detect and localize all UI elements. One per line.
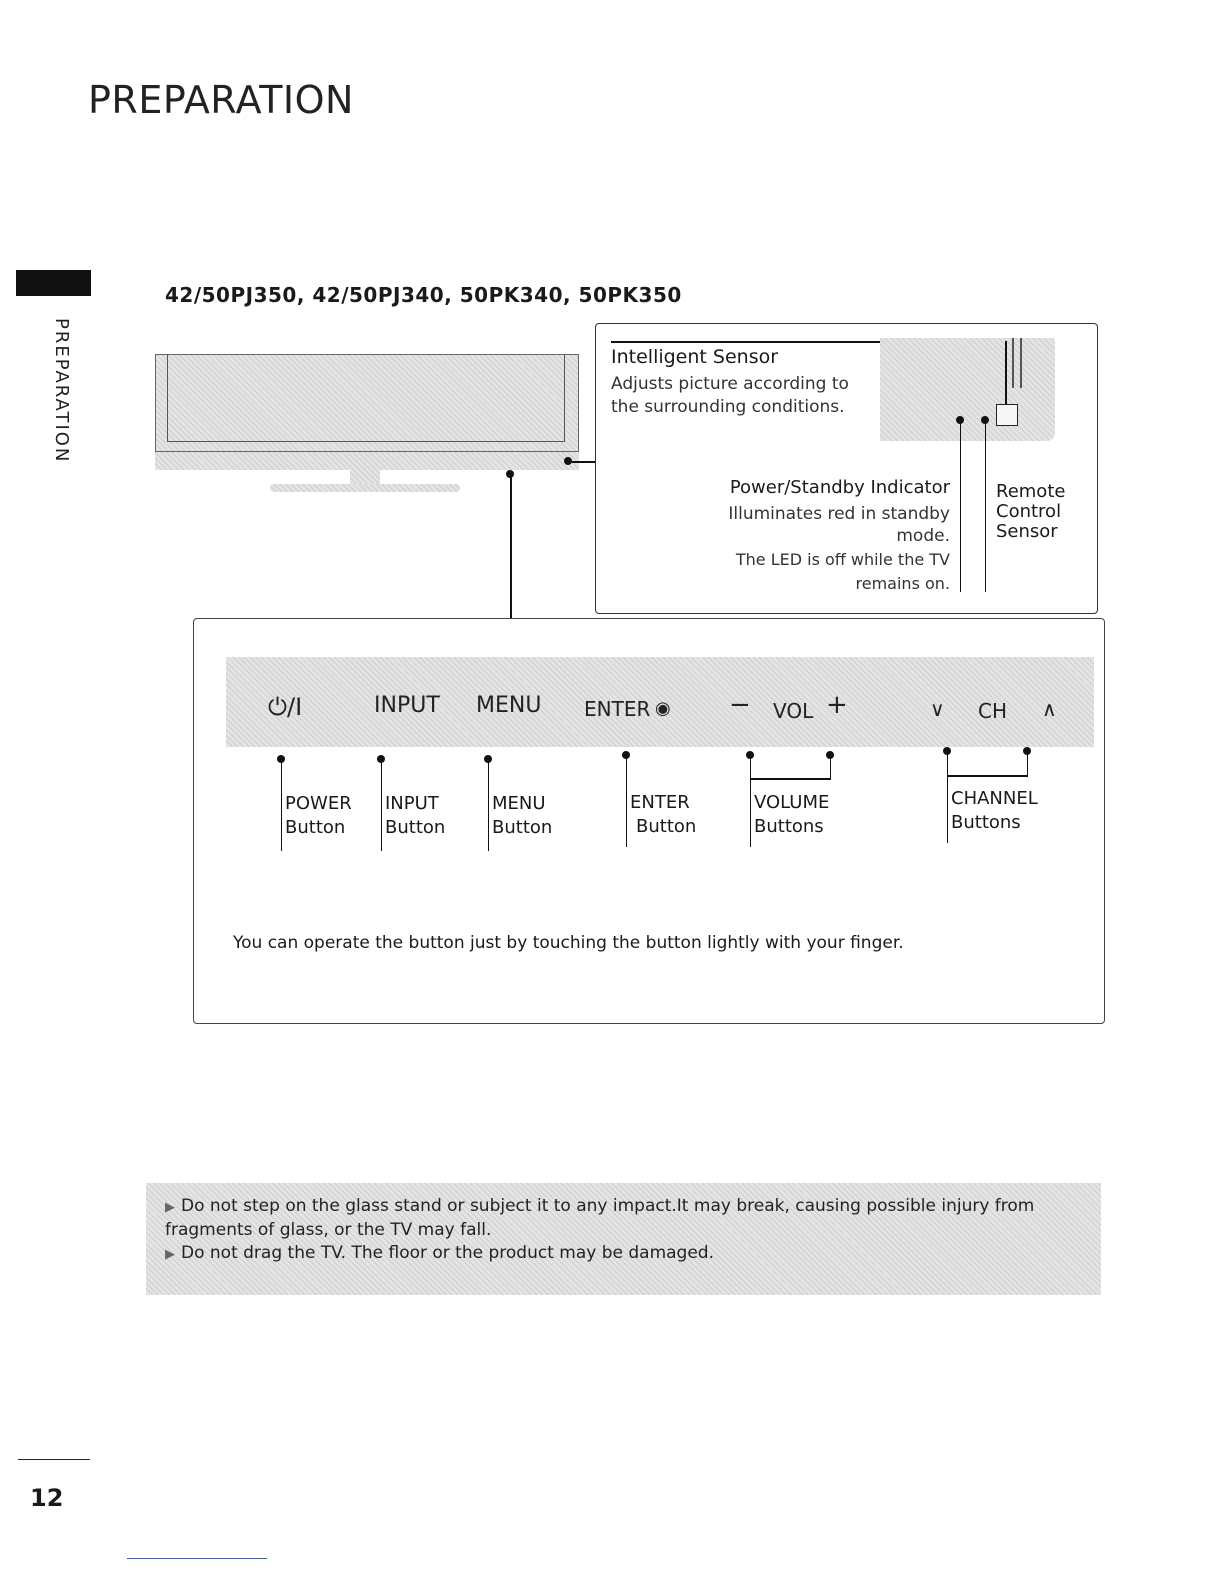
intelligent-sensor-title: Intelligent Sensor xyxy=(611,346,779,368)
vol-plus-symbol: + xyxy=(826,690,848,720)
enter-dot-icon: ◉ xyxy=(655,698,671,719)
vol-plus-pointer-line xyxy=(830,755,832,779)
tv-corner-detail-illustration xyxy=(880,338,1055,441)
strip-input-label: INPUT xyxy=(374,693,440,718)
power-standby-description: Illuminates red in standby mode. xyxy=(728,504,950,546)
section-tab-marker xyxy=(16,270,91,296)
strip-ch-label: CH xyxy=(978,699,1008,723)
tv-bezel-illustration xyxy=(155,452,579,470)
volume-pointer-line xyxy=(750,755,752,847)
ch-up-pointer-line xyxy=(1027,751,1029,776)
power-indicator-pointer xyxy=(960,420,962,592)
input-button-label: INPUT Button xyxy=(385,793,446,838)
page-number: 12 xyxy=(30,1484,64,1512)
remote-sensor-title: Remote Control Sensor xyxy=(996,481,1066,542)
strip-menu-label: MENU xyxy=(476,693,542,718)
enter-button-label: ENTER Button xyxy=(630,792,697,837)
menu-button-label: MENU Button xyxy=(492,793,553,838)
tv-stand-neck xyxy=(350,470,380,484)
power-button-label: POWER Button xyxy=(285,793,352,838)
bottom-link-rule xyxy=(127,1558,267,1559)
strip-vol-label: VOL xyxy=(773,699,814,723)
chevron-up-icon: ∧ xyxy=(1042,697,1057,721)
side-section-label: PREPARATION xyxy=(51,318,72,464)
input-pointer-line xyxy=(381,759,383,851)
callout-leader-line xyxy=(568,461,595,463)
remote-sensor-pointer xyxy=(985,420,987,592)
warning-item: ▶ Do not step on the glass stand or subject it to any impact.It may break, causing possible injury from fragments of glass, or the TV may fall. xyxy=(165,1196,1035,1240)
touch-operation-note: You can operate the button just by touching the button lightly with your finger. xyxy=(233,933,904,953)
models-heading: 42/50PJ350, 42/50PJ340, 50PK340, 50PK350 xyxy=(165,283,682,307)
enter-pointer-line xyxy=(626,755,628,847)
page-title: PREPARATION xyxy=(88,78,354,122)
triangle-bullet-icon: ▶ xyxy=(165,1200,175,1215)
power-standby-title: Power/Standby Indicator xyxy=(729,477,950,498)
menu-pointer-line xyxy=(488,759,490,851)
volume-buttons-label: VOLUME Buttons xyxy=(754,792,830,837)
intelligent-sensor-marker xyxy=(996,404,1018,426)
power-symbol: ⏻/I xyxy=(268,693,303,721)
power-standby-note: The LED is off while the TV remains on. xyxy=(735,550,950,593)
channel-pointer-line xyxy=(947,751,949,843)
channel-buttons-label: CHANNEL Buttons xyxy=(951,788,1038,833)
intelligent-sensor-pointer xyxy=(1005,341,1007,404)
panel-leader-line xyxy=(510,474,512,618)
footer-rule xyxy=(18,1459,90,1460)
warning-item: ▶ Do not drag the TV. The floor or the product may be damaged. xyxy=(165,1243,715,1263)
chevron-down-icon: ∨ xyxy=(930,697,945,721)
power-pointer-line xyxy=(281,759,283,851)
tv-stand-base xyxy=(270,484,460,492)
bezel-edge-line-2 xyxy=(1020,338,1022,388)
bezel-edge-line xyxy=(1012,338,1014,388)
intelligent-sensor-description: Adjusts picture according to the surrounding conditions. xyxy=(611,374,849,417)
vol-minus-symbol: − xyxy=(729,690,751,720)
triangle-bullet-icon: ▶ xyxy=(165,1247,175,1262)
strip-enter-label: ENTER xyxy=(584,697,651,721)
channel-bracket xyxy=(947,775,1028,777)
volume-bracket xyxy=(750,778,831,780)
tv-screen-inner-frame xyxy=(167,354,565,442)
